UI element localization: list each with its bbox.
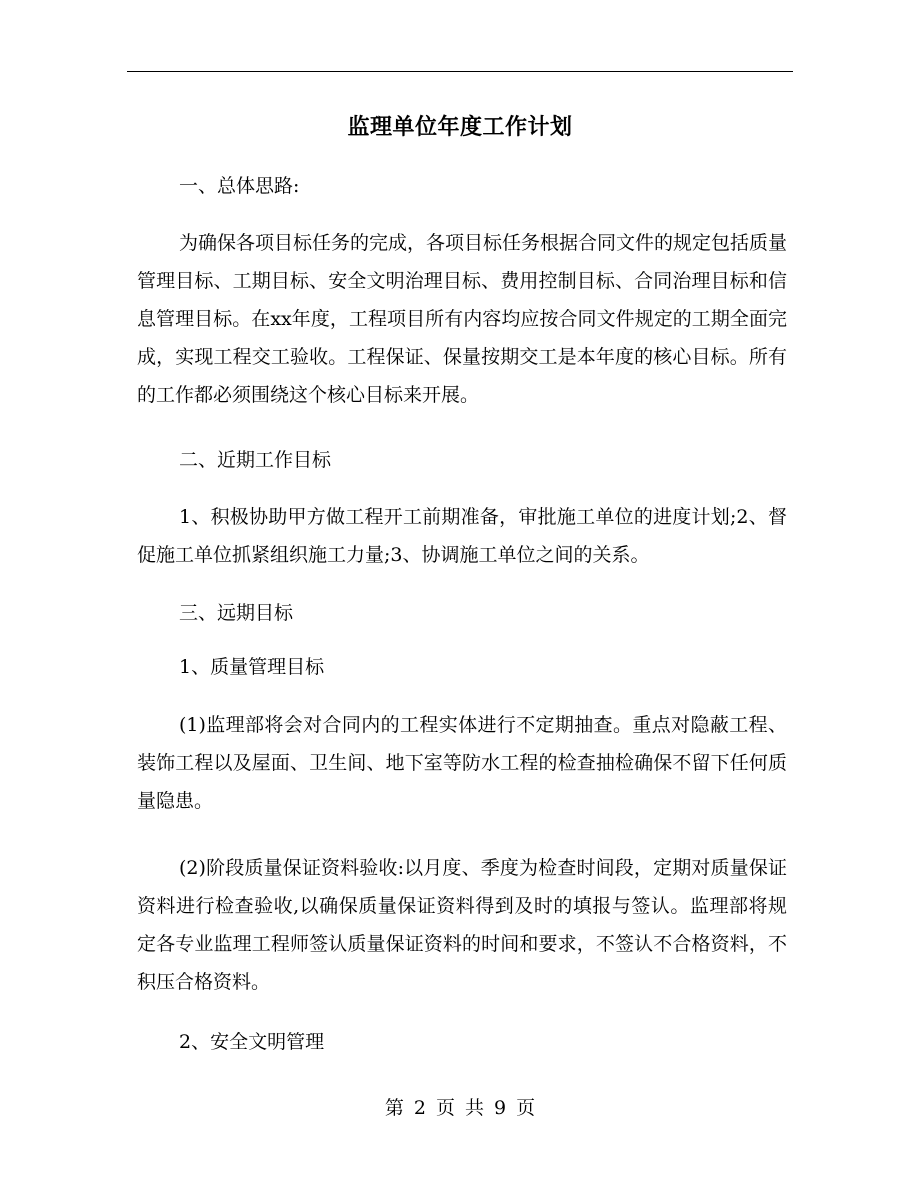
- subheading-quality: 1、质量管理目标: [179, 656, 325, 678]
- section-heading-long-term: 三、远期目标: [179, 602, 294, 624]
- section-heading-near-term: 二、近期工作目标: [179, 449, 332, 471]
- paragraph-quality-item-2: (2)阶段质量保证资料验收:以月度、季度为检查时间段，定期对质量保证资料进行检查验收,以确保质量保证资料得到及时的填报与签认。监理部将规定各专业监理工程师签认质量保证资料的时间和要求，不签认不合格资料，不积压合格资料。: [137, 857, 787, 993]
- paragraph-overall: 为确保各项目标任务的完成，各项目标任务根据合同文件的规定包括质量管理目标、工期目标、安全文明治理目标、费用控制目标、合同治理目标和信息管理目标。在xx年度，工程项目所有内容均应按合同文件规定的工期全面完成，实现工程交工验收。工程保证、保量按期交工是本年度的核心目标。所有的工作都必须围绕这个核心目标来开展。: [137, 232, 788, 406]
- paragraph-near-term: 1、积极协助甲方做工程开工前期准备，审批施工单位的进度计划;2、督促施工单位抓紧组织施工力量;3、协调施工单位之间的关系。: [137, 506, 787, 566]
- section-heading-overall: 一、总体思路:: [179, 175, 300, 197]
- page-title: 监理单位年度工作计划: [347, 114, 573, 140]
- page-number-footer: 第 2 页 共 9 页: [384, 1097, 536, 1119]
- header-divider: [127, 71, 793, 72]
- paragraph-quality-item-1: (1)监理部将会对合同内的工程实体进行不定期抽查。重点对隐蔽工程、装饰工程以及屋面、卫生间、地下室等防水工程的检查抽检确保不留下任何质量隐患。: [137, 714, 787, 812]
- subheading-safety: 2、安全文明管理: [179, 1031, 325, 1053]
